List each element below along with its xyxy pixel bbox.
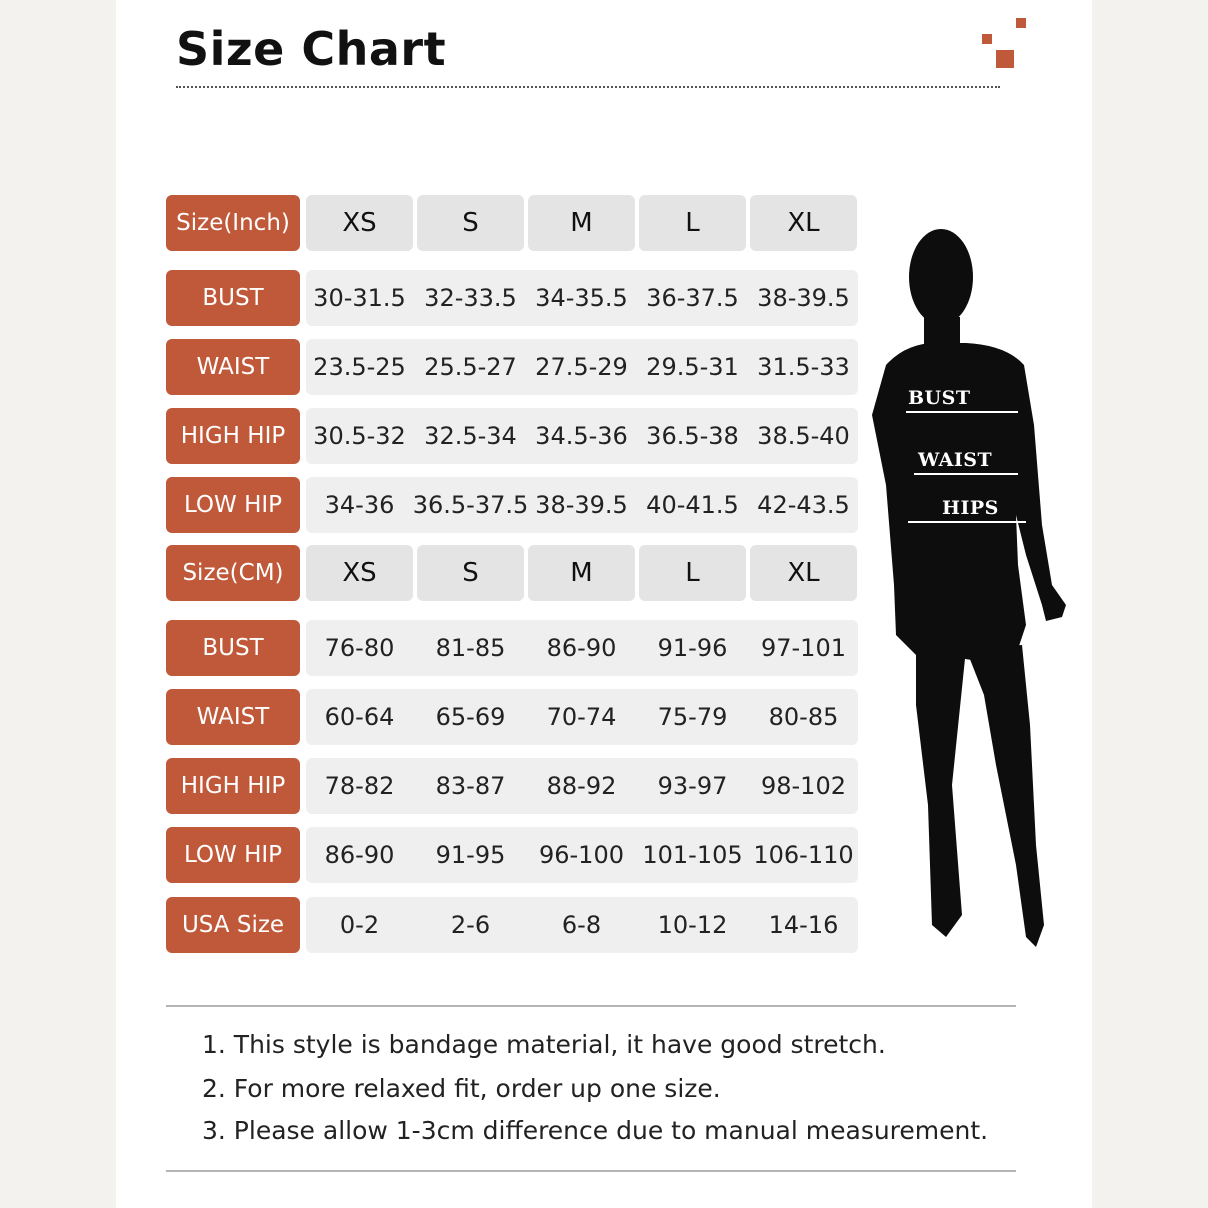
note-item: 2. For more relaxed fit, order up one size. (202, 1074, 721, 1103)
table-cell: 81-85 (435, 634, 506, 662)
table-cell: 88-92 (546, 772, 617, 800)
decorative-square (1016, 18, 1026, 28)
measurement-label: WAIST (166, 339, 300, 395)
measurement-label: HIGH HIP (166, 758, 300, 814)
measurement-label: WAIST (166, 689, 300, 745)
table-row (166, 758, 858, 814)
notes-bottom-divider (166, 1170, 1016, 1172)
measurement-label: USA Size (166, 897, 300, 953)
table-cell: 36.5-38 (646, 422, 739, 450)
table-cell: 106-110 (753, 841, 854, 869)
table-cell: 14-16 (768, 911, 839, 939)
size-header-cell: XL (750, 195, 857, 251)
table-cell: 98-102 (760, 772, 846, 800)
note-item: 1. This style is bandage material, it have good stretch. (202, 1030, 886, 1059)
table-cell: 38-39.5 (535, 491, 628, 519)
table-cell: 42-43.5 (757, 491, 850, 519)
table-cell: 31.5-33 (757, 353, 850, 381)
size-header-cell: L (639, 545, 746, 601)
table-cell: 23.5-25 (313, 353, 406, 381)
table-cell: 30.5-32 (313, 422, 406, 450)
table-cell: 101-105 (642, 841, 743, 869)
unit-header-label: Size(Inch) (166, 195, 300, 251)
table-cell: 10-12 (657, 911, 728, 939)
table-cell: 60-64 (324, 703, 395, 731)
table-cell: 32.5-34 (424, 422, 517, 450)
table-cell: 78-82 (324, 772, 395, 800)
measurement-label: LOW HIP (166, 477, 300, 533)
table-cell: 27.5-29 (535, 353, 628, 381)
table-cell: 96-100 (538, 841, 624, 869)
size-header-cell: L (639, 195, 746, 251)
table-cell: 80-85 (768, 703, 839, 731)
decorative-square (982, 34, 992, 44)
table-cell: 91-96 (657, 634, 728, 662)
table-cell: 36.5-37.5 (412, 491, 529, 519)
table-cell: 65-69 (435, 703, 506, 731)
size-header-cell: S (417, 195, 524, 251)
hips-line (908, 521, 1026, 523)
table-cell: 34-35.5 (535, 284, 628, 312)
table-cell: 40-41.5 (646, 491, 739, 519)
table-cell: 86-90 (324, 841, 395, 869)
size-header-cell: M (528, 545, 635, 601)
table-row (166, 897, 858, 953)
table-cell: 29.5-31 (646, 353, 739, 381)
table-cell: 83-87 (435, 772, 506, 800)
table-cell: 34-36 (324, 491, 395, 519)
measurement-label: BUST (166, 620, 300, 676)
title-divider (176, 86, 1000, 88)
table-cell: 93-97 (657, 772, 728, 800)
body-silhouette (866, 225, 1076, 955)
table-row (166, 827, 858, 883)
table-row (166, 477, 858, 533)
measurement-label: HIGH HIP (166, 408, 300, 464)
waist-label: WAIST (918, 449, 993, 471)
waist-line (914, 473, 1018, 475)
table-cell: 76-80 (324, 634, 395, 662)
table-cell: 34.5-36 (535, 422, 628, 450)
hips-label: HIPS (942, 497, 999, 519)
table-row (166, 620, 858, 676)
table-cell: 91-95 (435, 841, 506, 869)
table-cell: 6-8 (561, 911, 602, 939)
table-cell: 86-90 (546, 634, 617, 662)
table-cell: 36-37.5 (646, 284, 739, 312)
table-row (166, 270, 858, 326)
measurement-label: BUST (166, 270, 300, 326)
table-cell: 0-2 (339, 911, 380, 939)
table-row (166, 689, 858, 745)
decorative-square (996, 50, 1014, 68)
page-title: Size Chart (176, 22, 447, 76)
table-cell: 97-101 (760, 634, 846, 662)
table-row (166, 339, 858, 395)
table-cell: 2-6 (450, 911, 491, 939)
size-header-cell: XL (750, 545, 857, 601)
size-chart-page (116, 0, 1092, 1208)
size-header-cell: XS (306, 195, 413, 251)
table-cell: 25.5-27 (424, 353, 517, 381)
notes-top-divider (166, 1005, 1016, 1007)
size-header-row (166, 195, 858, 251)
table-row (166, 408, 858, 464)
bust-line (906, 411, 1018, 413)
unit-header-label: Size(CM) (166, 545, 300, 601)
measurement-label: LOW HIP (166, 827, 300, 883)
table-cell: 38.5-40 (757, 422, 850, 450)
table-cell: 32-33.5 (424, 284, 517, 312)
size-header-cell: M (528, 195, 635, 251)
silhouette-icon (866, 225, 1076, 955)
table-cell: 30-31.5 (313, 284, 406, 312)
table-cell: 70-74 (546, 703, 617, 731)
size-header-row (166, 545, 858, 601)
table-cell: 75-79 (657, 703, 728, 731)
bust-label: BUST (908, 387, 971, 409)
note-item: 3. Please allow 1-3cm difference due to manual measurement. (202, 1116, 989, 1145)
table-cell: 38-39.5 (757, 284, 850, 312)
size-header-cell: S (417, 545, 524, 601)
size-header-cell: XS (306, 545, 413, 601)
